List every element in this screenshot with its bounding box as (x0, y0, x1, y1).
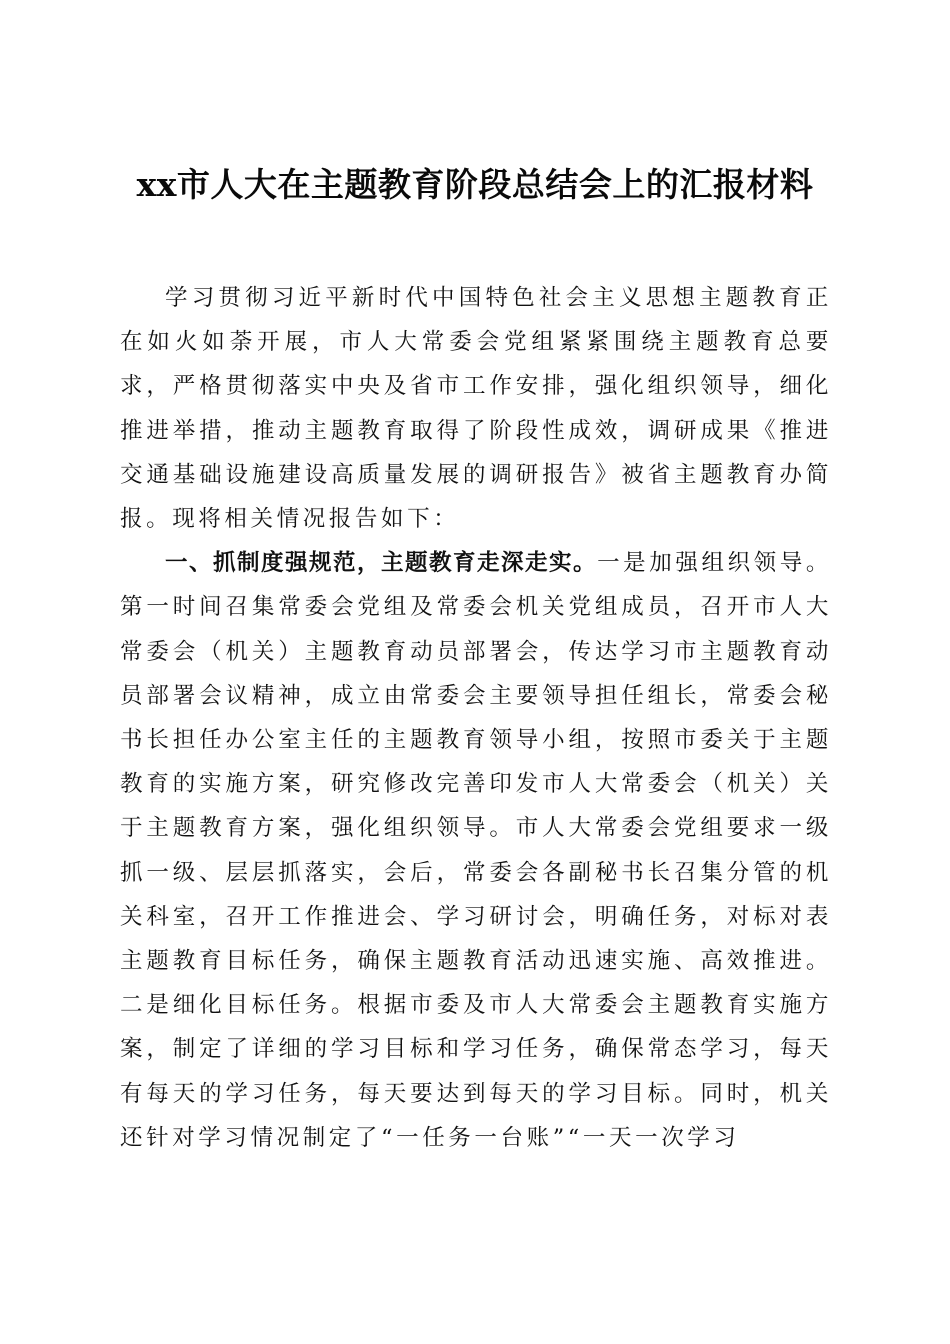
section-one-paragraph (120, 541, 832, 1160)
section-one-text: 一是加强组织领导。第一时间召集常委会党组及常委会机关党组成员，召开市人大常委会（机关）主题教育动员部署会，传达学习市主题教育动员部署会议精神，成立由常委会主要领导担任组长，常委会秘书长担任办公室主任的主题教育领导小组，按照市委关于主题教育的实施方案，研究修改完善印发市人大常委会（机关）关于主题教育方案，强化组织领导。市人大常委会党组要求一级抓一级、层层抓落实，会后，常委会各副秘书长召集分管的机关科室，召开工作推进会、学习研讨会，明确任务，对标对表主题教育目标任务，确保主题教育活动迅速实施、高效推进。二是细化目标任务。根据市委及市人大常委会主题教育实施方案，制定了详细的学习目标和学习任务，确保常态学习，每天有每天的学习任务，每天要达到每天的学习目标。同时，机关还针对学习情况制定了“一任务一台账”“一天一次学习 (120, 550, 832, 1151)
section-one-heading: 一、抓制度强规范，主题教育走深走实。 (165, 550, 598, 577)
intro-paragraph-text: 学习贯彻习近平新时代中国特色社会主义思想主题教育正在如火如荼开展，市人大常委会党组紧紧围绕主题教育总要求，严格贯彻落实中央及省市工作安排，强化组织领导，细化推进举措，推动主题教育取得了阶段性成效，调研成果《推进交通基础设施建设高质量发展的调研报告》被省主题教育办简报。现将相关情况报告如下： (120, 285, 832, 533)
intro-paragraph (120, 276, 832, 541)
document-title: xx市人大在主题教育阶段总结会上的汇报材料 (136, 165, 814, 205)
document-body (120, 276, 832, 1160)
